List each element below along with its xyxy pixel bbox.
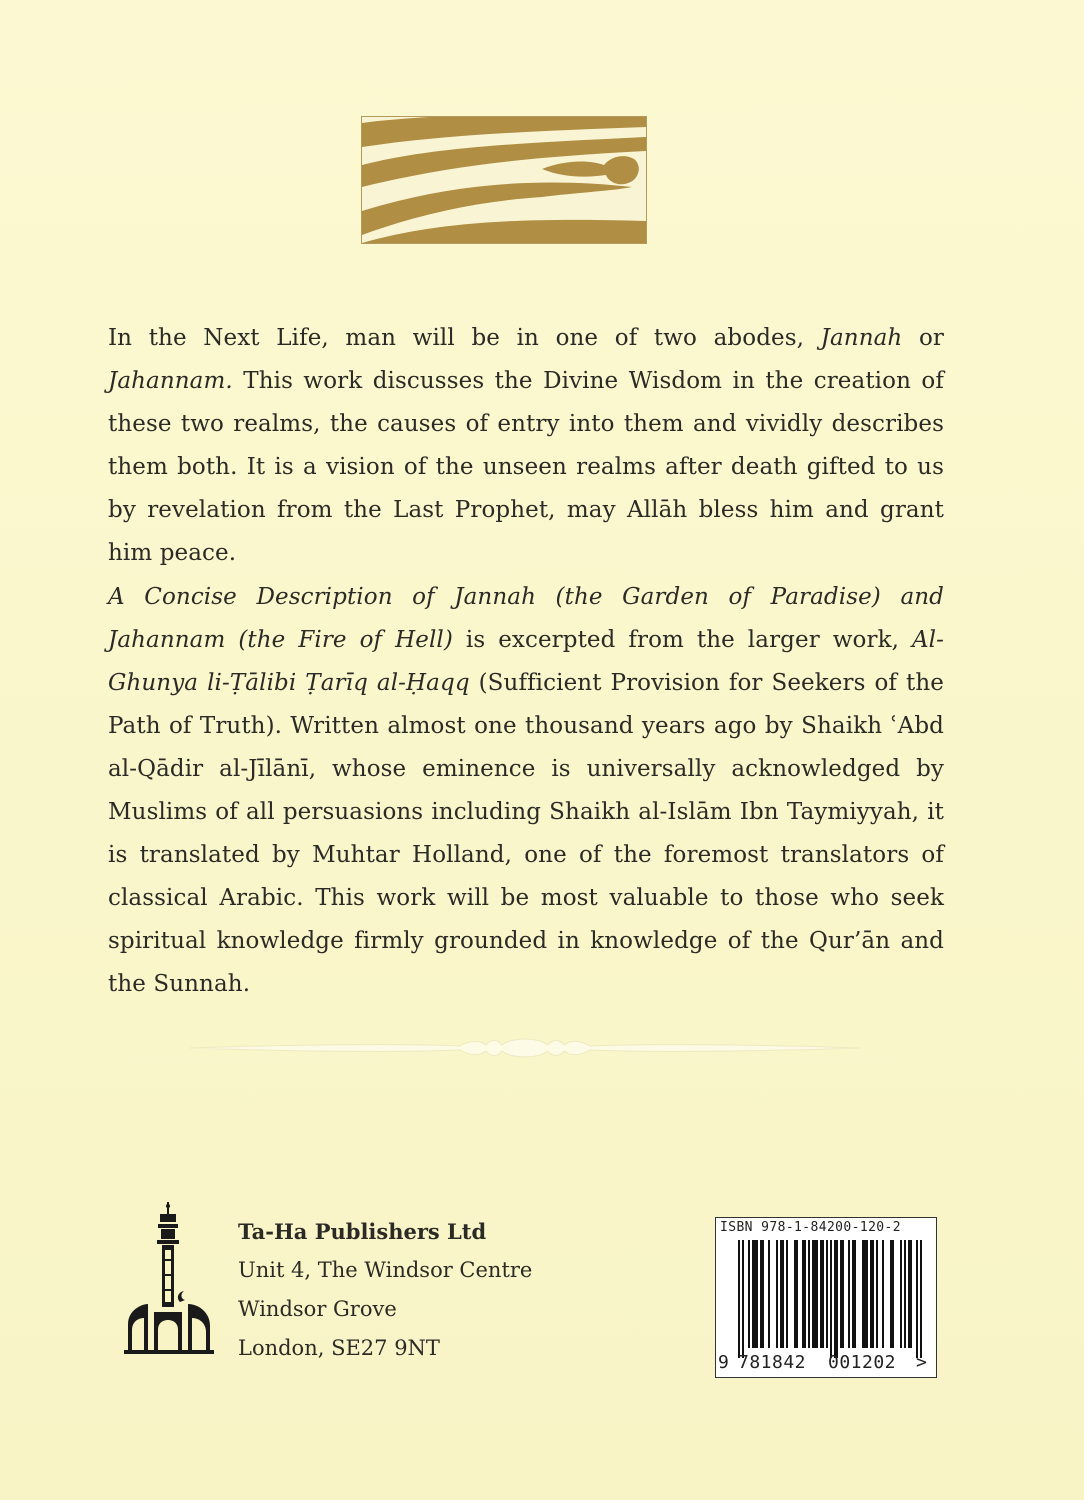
- term-jannah: Jannah: [820, 325, 903, 351]
- p2-text-a: is excerpted from the larger work,: [452, 627, 912, 653]
- barcode-bar: [876, 1240, 878, 1348]
- barcode-bar: [890, 1240, 894, 1348]
- isbn-label: ISBN 978-1-84200-120-2: [720, 1220, 901, 1235]
- description-paragraph: [108, 317, 944, 575]
- barcode-bar: [830, 1240, 832, 1358]
- barcode-bar: [900, 1240, 902, 1348]
- barcode-bar: [882, 1240, 884, 1348]
- barcode-bar: [742, 1240, 744, 1358]
- barcode-bar: [776, 1240, 778, 1348]
- barcode-bar: [794, 1240, 798, 1348]
- publisher-block: [238, 1212, 532, 1368]
- barcode-bar: [748, 1240, 750, 1348]
- barcode-bar: [840, 1240, 844, 1348]
- address-line-1: Unit 4, The Windsor Centre: [238, 1258, 533, 1282]
- isbn-digits: [718, 1352, 927, 1373]
- barcode-bar: [760, 1240, 764, 1348]
- calligraphy-emblem-icon: [361, 116, 647, 244]
- barcode-bar: [862, 1240, 868, 1348]
- barcode-bar: [826, 1240, 828, 1348]
- isbn-arrow: >: [916, 1352, 928, 1373]
- barcode-bar: [802, 1240, 806, 1348]
- barcode-bar: [780, 1240, 784, 1348]
- p1-text-a: In the Next Life, man will be in one of two abodes,: [108, 325, 821, 351]
- barcode-bar: [848, 1240, 850, 1348]
- p1-text-b: This work discusses the Divine Wisdom in the creation of these two realms, the causes of entry into them and vividly describes them both. It is a vision of the unseen realms after death gifted to us by revelation from the Last Prophet, may Allāh bless him and grant him peace.: [108, 368, 944, 566]
- barcode-bar: [786, 1240, 788, 1348]
- book-title: A Concise Description of Jannah (the Garden of Paradise) and Jahannam (the Fire of Hell): [108, 584, 944, 653]
- isbn-right-digits: 001202: [828, 1352, 897, 1373]
- barcode-bar: [920, 1240, 922, 1358]
- barcode-bar: [808, 1240, 810, 1348]
- barcode-bar: [820, 1240, 824, 1348]
- about-paragraph: [108, 576, 944, 1006]
- barcode-bar: [812, 1240, 818, 1348]
- barcode-bars: [738, 1240, 922, 1358]
- isbn-left-digits: 781842: [738, 1352, 807, 1373]
- address-line-3: London, SE27 9NT: [238, 1336, 440, 1360]
- p1-text-or: or: [902, 325, 944, 351]
- ornament-divider: [190, 1031, 860, 1065]
- barcode-bar: [834, 1240, 838, 1358]
- barcode-bar: [908, 1240, 912, 1348]
- address-line-2: Windsor Grove: [238, 1297, 397, 1321]
- publisher-name: Ta-Ha Publishers Ltd: [238, 1219, 487, 1244]
- barcode-bar: [916, 1240, 918, 1358]
- barcode-bar: [904, 1240, 906, 1348]
- isbn-lead-digit: 9: [718, 1352, 730, 1373]
- minaret-publisher-logo-icon: [118, 1200, 218, 1360]
- barcode-bar: [738, 1240, 740, 1358]
- source-work-title: Al-Ghunya li-Ṭālibi Ṭarīq al-Ḥaqq: [108, 627, 945, 696]
- term-jahannam: Jahannam.: [108, 368, 233, 394]
- isbn-barcode: [715, 1217, 937, 1378]
- barcode-bar: [752, 1240, 758, 1348]
- barcode-bar: [852, 1240, 856, 1348]
- barcode-bar: [768, 1240, 770, 1348]
- barcode-bar: [870, 1240, 874, 1348]
- p2-text-b: (Sufficient Provision for Seekers of the Path of Truth). Written almost one thousand years ago by Shaikh ʿAbd al-Qādir al-Jīlānī, whose eminence is universally acknowledged by Muslims of all persuasions including Shaikh al-Islām Ibn Taymiyyah, it is translated by Muhtar Holland, one of the foremost translators of classical Arabic. This work will be most valuable to those who seek spiritual knowledge firmly grounded in knowledge of the Qur’ān and the Sunnah.: [108, 670, 944, 997]
